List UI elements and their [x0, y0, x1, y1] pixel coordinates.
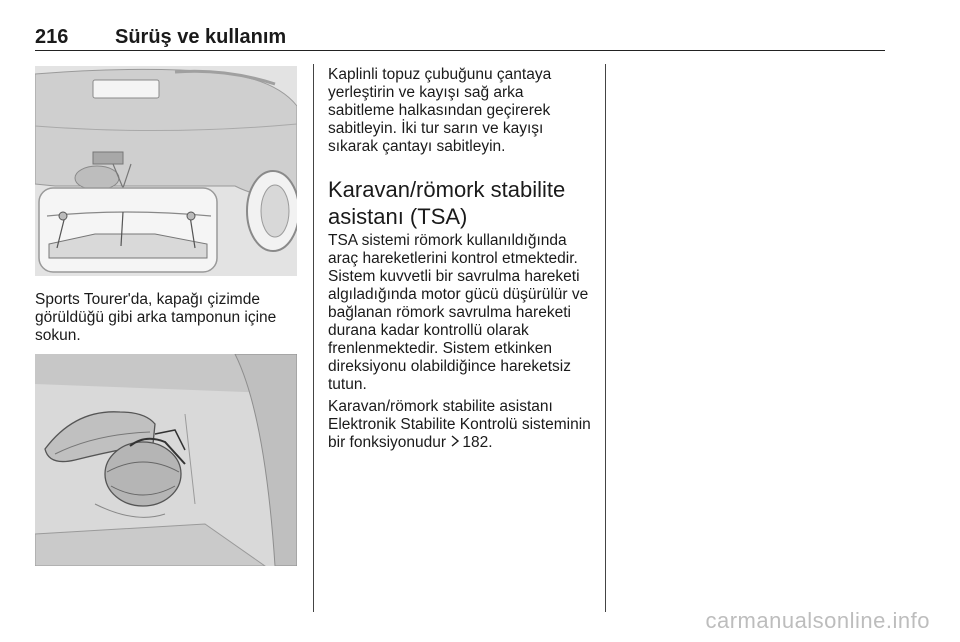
watermark: carmanualsonline.info — [705, 608, 930, 633]
page-number: 216 — [35, 26, 69, 48]
tsa-heading: Karavan/römork stabilite asistanı (TSA) — [328, 177, 566, 229]
column-divider-right — [605, 64, 606, 612]
rear-bumper-figure — [35, 66, 297, 276]
car-rear-bumper-icon — [35, 66, 297, 276]
trunk-tow-bar-bag-icon — [35, 354, 297, 566]
tsa-paragraph: TSA sistemi römork kullanıldığında araç hareketlerini kontrol etmektedir. Sistem kuvvetli bir savrulma hareketi algıladığında motor gücü düşürülür ve bağlanan römork savrulma hareketi durana kadar kontrollü olarak frenlenmektedir. Sistem etkinken direksiyonu olabildiğince hareketsiz tutun. — [328, 232, 589, 393]
intro-paragraph: Kaplinli topuz çubuğunu çantaya yerleştirin ve kayışı sağ arka sabitleme halkasından geçirerek sabitleyin. İki tur sarın ve kayışı sıkarak çantayı sabitleyin. — [328, 66, 552, 155]
column-divider-left — [313, 64, 314, 612]
header-rule — [35, 50, 885, 51]
esc-reference-page[interactable]: 182. — [462, 434, 493, 451]
page-header — [35, 26, 885, 52]
trunk-bag-figure — [35, 354, 297, 566]
figure-caption: Sports Tourer'da, kapağı çizimde görüldüğü gibi arka tamponun içine sokun. — [35, 291, 277, 344]
esc-paragraph — [328, 398, 593, 452]
arrow-reference-icon[interactable] — [450, 434, 460, 452]
esc-paragraph-text: Karavan/römork stabilite asistanı Elektronik Stabilite Kontrolü sisteminin bir fonksiyonudur — [328, 398, 591, 451]
section-title: Sürüş ve kullanım — [115, 26, 287, 48]
